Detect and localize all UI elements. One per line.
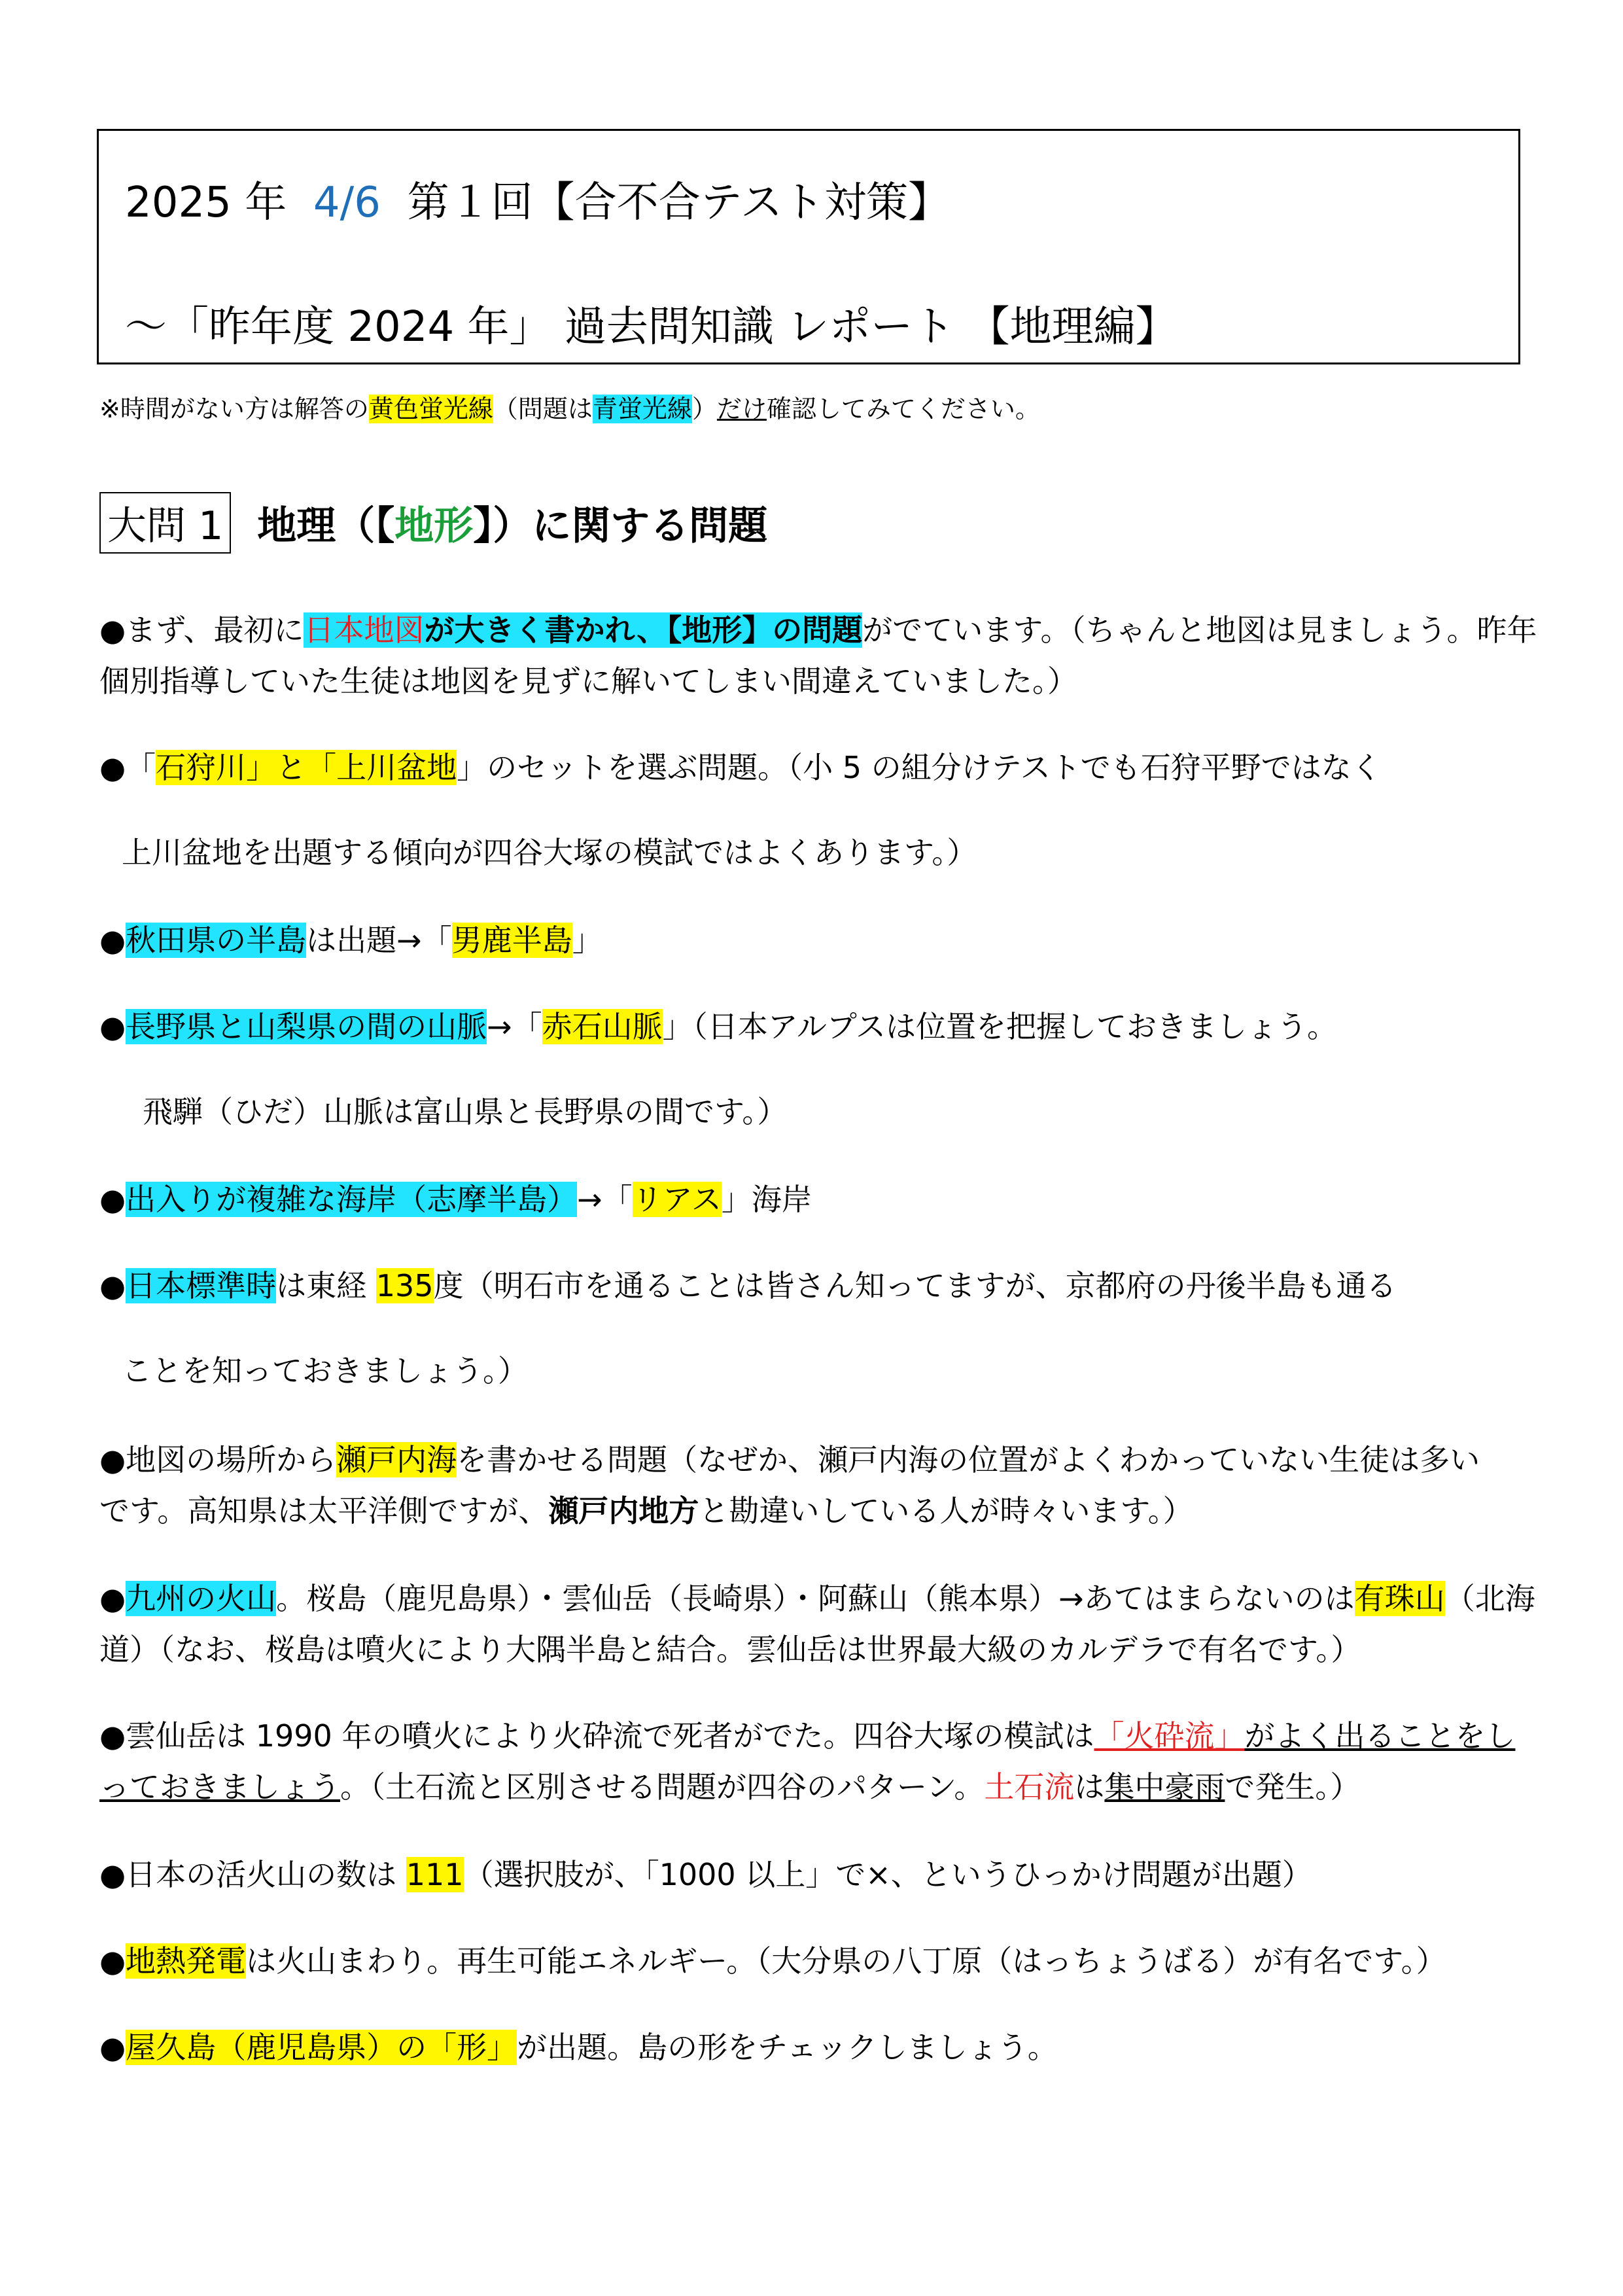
- list-item: ●出入りが複雑な海岸（志摩半島）→「リアス」海岸: [99, 1182, 812, 1217]
- title-subtitle: ～「昨年度 2024 年」 過去問知識 レポート 【地理編】: [125, 303, 1178, 351]
- section-number-box: 大問 1: [99, 492, 231, 554]
- list-item: ●九州の火山。桜島（鹿児島県）・雲仙岳（長崎県）・阿蘇山（熊本県）→あてはまらないのは有珠山（北海 道）（なお、桜島は噴火により大隅半島と結合。雲仙岳は世界最大級のカルデラで有名です。）: [99, 1581, 1535, 1667]
- list-item: ●日本の活火山の数は 111（選択肢が、「1000 以上」で×、というひっかけ問題が出題）: [99, 1857, 1312, 1892]
- list-item: ●長野県と山梨県の間の山脈→「赤石山脈」（日本アルプスは位置を把握しておきましょう。 飛騨（ひだ）山脈は富山県と長野県の間です。）: [99, 1009, 1338, 1129]
- title-box: [97, 129, 1520, 364]
- instruction-note: ※時間がない方は解答の黄色蛍光線（問題は青蛍光線）だけ確認してみてください。: [99, 395, 1040, 423]
- list-item: ●地図の場所から瀬戸内海を書かせる問題（なぜか、瀬戸内海の位置がよくわかっていない生徒は多い です。高知県は太平洋側ですが、瀬戸内地方と勘違いしている人が時々います。）: [99, 1442, 1480, 1528]
- title-date: 4/6: [313, 179, 381, 227]
- list-item: ●まず、最初に日本地図が大きく書かれ、【地形】の問題がでています。（ちゃんと地図は見ましょう。昨年 個別指導していた生徒は地図を見ずに解いてしまい間違えていました。）: [99, 612, 1537, 699]
- list-item: ●日本標準時は東経 135度（明石市を通ることは皆さん知ってますが、京都府の丹後半島も通る ことを知っておきましょう。）: [99, 1268, 1397, 1388]
- list-item: ●雲仙岳は 1990 年の噴火により火砕流で死者がでた。四谷大塚の模試は「火砕流」がよく出ることをし っておきましょう。（土石流と区別させる問題が四谷のパターン。土石流は集中豪雨で発生。）: [99, 1718, 1516, 1805]
- title-line: 2025 年 4/6 第１回【合不合テスト対策】: [125, 179, 951, 227]
- list-item: ●秋田県の半島は出題→「男鹿半島」: [99, 923, 602, 958]
- list-item: ●屋久島（鹿児島県）の「形」が出題。島の形をチェックしましょう。: [99, 2030, 1058, 2065]
- list-item: ●「石狩川」と「上川盆地」のセットを選ぶ問題。（小 5 の組分けテストでも石狩平野ではなく 上川盆地を出題する傾向が四谷大塚の模試ではよくあります。）: [99, 750, 1382, 870]
- list-item: ●地熱発電は火山まわり。再生可能エネルギー。（大分県の八丁原（はっちょうばる）が有名です。）: [99, 1943, 1446, 1979]
- section-heading: 大問 1 地理（【地形】）に関する問題: [99, 492, 767, 554]
